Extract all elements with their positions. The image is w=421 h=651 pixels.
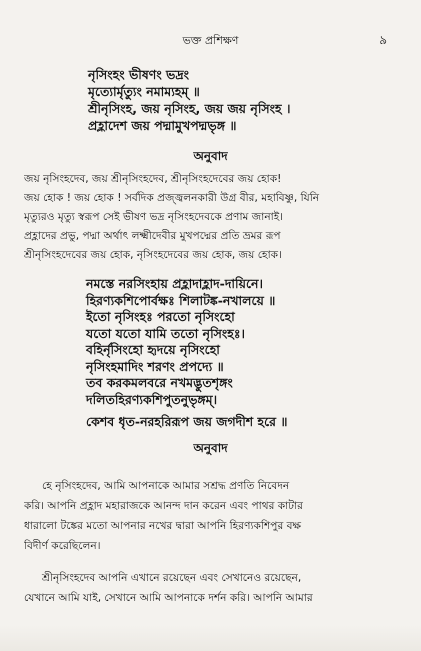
translation-heading: অনুবাদ: [193, 149, 228, 163]
prose-line: যেখানে আমি যাই, সেখানে আমি আপনাকে দর্শন করি। আপনি আমার: [24, 592, 313, 604]
page-bottom-shade: [0, 625, 421, 651]
page-number: ৯: [379, 33, 387, 47]
prose-line: প্রহ্লাদের প্রভু, পদ্মা অর্থাৎ লক্ষ্মীদেবীর মুখপদ্মের প্রতি ভ্রমর রূপ: [24, 230, 281, 242]
verse-line: বহির্নৃসিংহো হৃদয়ে নৃসিংহো: [86, 342, 220, 357]
translation-paragraph-3: [24, 568, 402, 608]
prose-line: জয় নৃসিংহদেব, জয় শ্রীনৃসিংহদেব, শ্রীনৃসিংহদেবের জয় হোক!: [24, 173, 282, 185]
verse-line: ইতো নৃসিংহঃ পরতো নৃসিংহো: [86, 309, 235, 324]
translation-paragraph-1: [24, 170, 402, 265]
translation-heading: অনুবাদ: [193, 441, 228, 455]
prose-line: হে নৃসিংহদেব, আমি আপনাকে আমার সশ্রদ্ধ প্রণতি নিবেদন: [42, 480, 290, 492]
prose-line: মৃত্যুরও মৃত্যু স্বরূপ সেই ভীষণ ভদ্র নৃসিংহদেবকে প্রণাম জানাই।: [24, 211, 284, 223]
prose-line: জয় হোক ! জয় হোক ! সর্বদিক প্রজ্জ্বলনকারী উগ্র বীর, মহাবিষ্ণু, যিনি: [24, 192, 320, 204]
prose-line: বিদীর্ণ করেছিলেন।: [24, 540, 101, 552]
verse-line: হিরণ্যকশিপোর্বক্ষঃ শিলাটঙ্ক-নখালয়ে ॥: [86, 292, 276, 308]
translation-paragraph-2: [24, 476, 402, 556]
verse-line: প্রহ্লাদেশ জয় পদ্মামুখপদ্মভৃঙ্গ ॥: [88, 118, 237, 133]
verse-line: মৃত্যোর্মৃত্যুং নমাম্যহম্ ॥: [88, 84, 200, 99]
verse-line: কেশব ধৃত-নরহরিরূপ জয় জগদীশ হরে ॥: [86, 414, 288, 429]
running-title: ভক্ত প্রশিক্ষণ: [182, 34, 239, 47]
verse-line: দলিতহিরণ্যকশিপুতনুভৃঙ্গম্।: [86, 391, 218, 407]
prose-line: শ্রীনৃসিংহদেব আপনি এখানে রয়েছেন এবং সেখানেও রয়েছেন,: [42, 572, 302, 584]
page-header: [0, 32, 421, 48]
verse-block-2: [86, 276, 406, 431]
verse-line: তব করকমলবরে নখমদ্ভুতশৃঙ্গং: [86, 375, 233, 390]
verse-line: নৃসিংহমাদিং শরণং প্রপদ্যে ॥: [86, 358, 224, 374]
verse-block-1: [88, 66, 398, 134]
verse-line: যতো যতো যামি ততো নৃসিংহঃ।: [86, 325, 245, 341]
prose-line: ধারালো টঙ্কের মতো আপনার নখের দ্বারা আপনি হিরণ্যকশিপুর বক্ষ: [24, 520, 302, 532]
verse-line: নৃসিংহং ভীষণং ভদ্রং: [88, 67, 190, 82]
prose-line: শ্রীনৃসিংহদেবের জয় হোক, নৃসিংহদেবের জয় হোক, জয় হোক।: [24, 249, 282, 261]
verse-line: নমস্তে নরসিংহায় প্রহ্লাদাহ্লাদ-দায়িনে।: [86, 276, 263, 291]
prose-line: করি। আপনি প্রহ্লাদ মহারাজকে আনন্দ দান করেন এবং পাথর কাটার: [24, 500, 303, 512]
verse-line: শ্রীনৃসিংহ, জয় নৃসিংহ, জয় জয় নৃসিংহ ।: [88, 101, 291, 116]
